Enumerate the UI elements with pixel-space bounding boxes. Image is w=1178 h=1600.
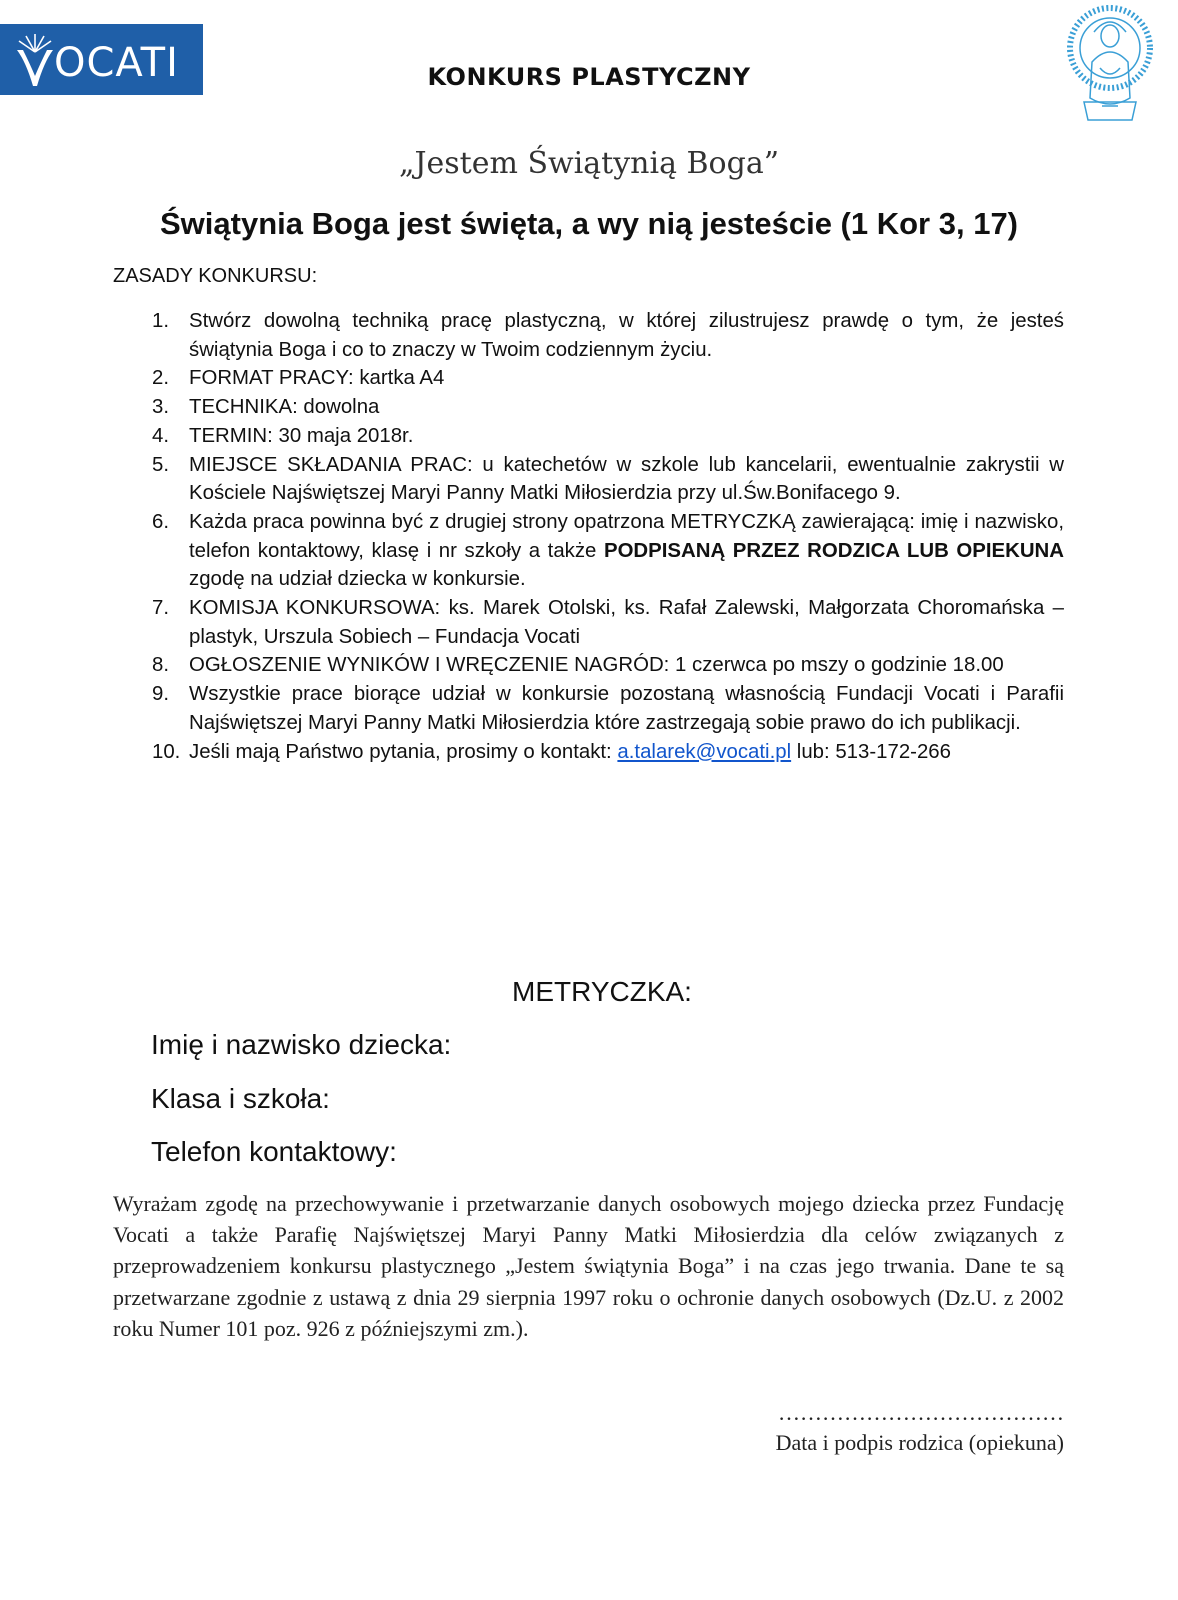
rule-text: Jeśli mają Państwo pytania, prosimy o kontakt:	[189, 740, 618, 763]
rule-text-end: zgodę na udział dziecka w konkursie.	[189, 568, 526, 591]
child-name-label: Imię i nazwisko dziecka:	[151, 1029, 452, 1060]
class-school-label: Klasa i szkoła:	[151, 1083, 330, 1114]
contest-subtitle: „Jestem Świątynią Boga”	[398, 146, 780, 181]
rule-text: Każda praca powinna być z drugiej strony opatrzona METRYCZKĄ zawierającą: imię i nazwisko, telefon kontaktowy, klasę i nr szkoły a także	[189, 510, 1064, 562]
rule-item: 9. Wszystkie prace biorące udział w konkursie pozostaną własnością Fundacji Vocati i Parafii Najświętszej Maryi Panny Matki Miłosierdzia które zastrzegają sobie prawo do ich publikacji.	[152, 683, 1064, 734]
rule-text: MIEJSCE SKŁADANIA PRAC: u katechetów w szkole lub kancelarii, ewentualnie zakrystii w Kościele Najświętszej Maryi Panny Matki Miłosierdzia przy ul.Św.Bonifacego 9.	[189, 453, 1064, 505]
signature-dotted-line: …………………………………	[778, 1400, 1064, 1425]
rule-text: TECHNIKA: dowolna	[189, 396, 380, 419]
rule-item: 5. MIEJSCE SKŁADANIA PRAC: u katechetów w szkole lub kancelarii, ewentualnie zakrystii w Kościele Najświętszej Maryi Panny Matki Miłosierdzia przy ul.Św.Bonifacego 9.	[152, 453, 1064, 505]
rule-emphasis: PODPISANĄ PRZEZ RODZICA LUB OPIEKUNA	[603, 539, 1064, 562]
contest-title: KONKURS PLASTYCZNY	[427, 63, 751, 91]
rule-item: 4. TERMIN: 30 maja 2018r.	[152, 424, 414, 447]
rule-item: 10. Jeśli mają Państwo pytania, prosimy o kontakt: a.talarek@vocati.pl lub: 513-172-266	[152, 740, 951, 763]
rule-text: KOMISJA KONKURSOWA: ks. Marek Otolski, ks. Rafał Zalewski, Małgorzata Choromańska – plastyk, Urszula Sobiech – Fundacja Vocati	[189, 597, 1064, 648]
rule-text: Stwórz dowolną techniką pracę plastyczną, w której zilustrujesz prawdę o tym, że jesteś świątynia Boga i co to znaczy w Twoim codziennym życiu.	[189, 310, 1064, 361]
rule-text: TERMIN: 30 maja 2018r.	[189, 424, 414, 447]
contact-email-link[interactable]: a.talarek@vocati.pl	[617, 740, 792, 763]
rule-text: OGŁOSZENIE WYNIKÓW I WRĘCZENIE NAGRÓD: 1 czerwca po mszy o godzinie 18.00	[189, 654, 1004, 677]
metryczka-title: METRYCZKA:	[512, 976, 692, 1007]
brand-wordmark: OCATI	[54, 40, 179, 86]
consent-statement: Wyrażam zgodę na przechowywanie i przetwarzanie danych osobowych mojego dziecka przez Fundację Vocati a także Parafię Najświętszej Maryi Panny Matki Miłosierdzia dla celów związanych z przeprowadzeniem konkursu plastycznego „Jestem świątynia Boga” i na czas jego trwania. Dane te są przetwarzane zgodnie z ustawą z dnia 29 sierpnia 1997 roku o ochronie danych osobowych (Dz.U. z 2002 roku Numer 101 poz. 926 z późniejszymi zm.).	[113, 1191, 1064, 1341]
rule-item: 1. Stwórz dowolną techniką pracę plastyczną, w której zilustrujesz prawdę o tym, że jesteś świątynia Boga i co to znaczy w Twoim codziennym życiu.	[152, 310, 1064, 361]
signature-block	[776, 1398, 1064, 1458]
contact-phone-label: Telefon kontaktowy:	[151, 1136, 397, 1167]
rules-heading: ZASADY KONKURSU:	[113, 265, 318, 287]
contact-phone-text: lub: 513-172-266	[791, 740, 951, 763]
rules-list	[152, 307, 1064, 766]
rule-item: 2. FORMAT PRACY: kartka A4	[152, 367, 445, 390]
rule-item: 8. OGŁOSZENIE WYNIKÓW I WRĘCZENIE NAGRÓD: 1 czerwca po mszy o godzinie 18.00	[152, 654, 1004, 677]
signature-label: Data i podpis rodzica (opiekuna)	[775, 1430, 1064, 1455]
bible-motto: Świątynia Boga jest święta, a wy nią jesteście (1 Kor 3, 17)	[159, 206, 1019, 241]
rule-item: 3. TECHNIKA: dowolna	[152, 396, 380, 419]
rule-text: FORMAT PRACY: kartka A4	[189, 367, 445, 390]
rule-item: 6. Każda praca powinna być z drugiej strony opatrzona METRYCZKĄ zawierającą: imię i nazwisko, telefon kontaktowy, klasę i nr szkoły a także PODPISANĄ PRZEZ RODZICA LUB OPIEKUNA zgodę na udział dziecka w konkursie.	[152, 510, 1064, 591]
rule-item: 7. KOMISJA KONKURSOWA: ks. Marek Otolski, ks. Rafał Zalewski, Małgorzata Choromańska – plastyk, Urszula Sobiech – Fundacja Vocati	[152, 597, 1064, 648]
rule-text: Wszystkie prace biorące udział w konkursie pozostaną własnością Fundacji Vocati i Parafii Najświętszej Maryi Panny Matki Miłosierdzia które zastrzegają sobie prawo do ich publikacji.	[189, 683, 1064, 734]
